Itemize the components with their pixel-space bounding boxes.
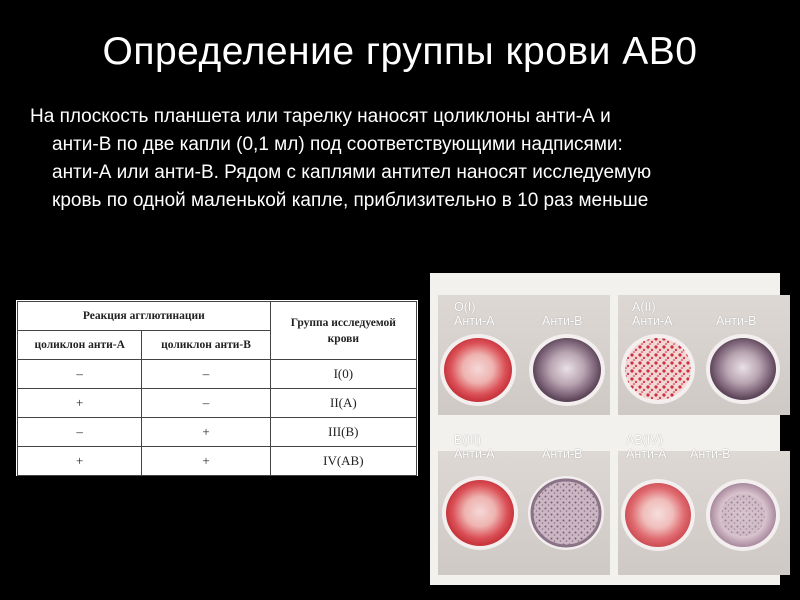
slide-title: Определение группы крови АВ0 — [102, 30, 698, 73]
blood-drop-anti-b — [533, 338, 601, 402]
blood-drop-anti-b — [710, 338, 776, 400]
cell-anti-a: – — [18, 360, 142, 389]
cell-anti-b: – — [142, 360, 270, 389]
plate-group: A(II) — [632, 300, 656, 314]
slide-paragraph — [30, 103, 770, 215]
plate-group: AB(IV) — [626, 433, 663, 447]
paragraph-line: На плоскость планшета или тарелку наносят цоликлоны анти-А и — [30, 106, 611, 127]
blood-drop-anti-a — [625, 483, 691, 547]
well-group — [621, 479, 780, 551]
header-reaction: Реакция агглютинации — [18, 302, 271, 331]
paragraph-line: анти-В по две капли (0,1 мл) под соответствующими надписями: — [52, 134, 623, 155]
blood-drop-anti-a — [446, 480, 514, 546]
table-row — [18, 418, 417, 447]
well-group — [621, 334, 780, 404]
cell-group: III(B) — [270, 418, 416, 447]
paragraph-line: анти-А или анти-В. Рядом с каплями антител наносят исследуемую — [52, 162, 652, 183]
header-anti-a: цоликлон анти-А — [18, 331, 142, 360]
plate-group: O(I) — [454, 300, 476, 314]
blood-drop-anti-a-agglutinated — [625, 338, 691, 400]
agglutination-table-panel — [16, 300, 418, 476]
cell-group: II(A) — [270, 389, 416, 418]
reagent-label: Анти-В — [542, 314, 583, 328]
reagent-label: Анти-А — [626, 447, 667, 461]
header-anti-b: цоликлон анти-В — [142, 331, 270, 360]
cell-group: I(0) — [270, 360, 416, 389]
cell-anti-b: – — [142, 389, 270, 418]
table-row — [18, 389, 417, 418]
cell-anti-a: – — [18, 418, 142, 447]
reagent-label: Анти-А — [454, 314, 495, 328]
cell-anti-b: + — [142, 418, 270, 447]
reagent-label: Анти-А — [632, 314, 673, 328]
cell-anti-a: + — [18, 389, 142, 418]
paragraph-line: кровь по одной маленькой капле, приблизительно в 10 раз меньше — [52, 190, 649, 211]
cell-anti-b: + — [142, 447, 270, 476]
header-blood-group-line2: крови — [327, 332, 359, 345]
reagent-label: Анти-В — [542, 447, 583, 461]
reagent-label: Анти-А — [454, 447, 495, 461]
well-group — [440, 334, 605, 406]
blood-typing-photo — [430, 273, 780, 585]
agglutination-table — [17, 301, 417, 476]
agglutination-spots — [721, 494, 765, 536]
well-group — [442, 476, 604, 550]
header-blood-group-line1: Группа исследуемой — [290, 316, 396, 329]
plate-group: B(III) — [454, 433, 482, 447]
cell-anti-a: + — [18, 447, 142, 476]
plate-wells — [430, 273, 780, 585]
cell-group: IV(AB) — [270, 447, 416, 476]
table-row — [18, 360, 417, 389]
blood-drop-anti-a — [444, 338, 512, 402]
header-blood-group — [270, 302, 416, 360]
reagent-label: Анти-В — [716, 314, 757, 328]
reagent-label: Анти-В — [690, 447, 731, 461]
table-row — [18, 447, 417, 476]
